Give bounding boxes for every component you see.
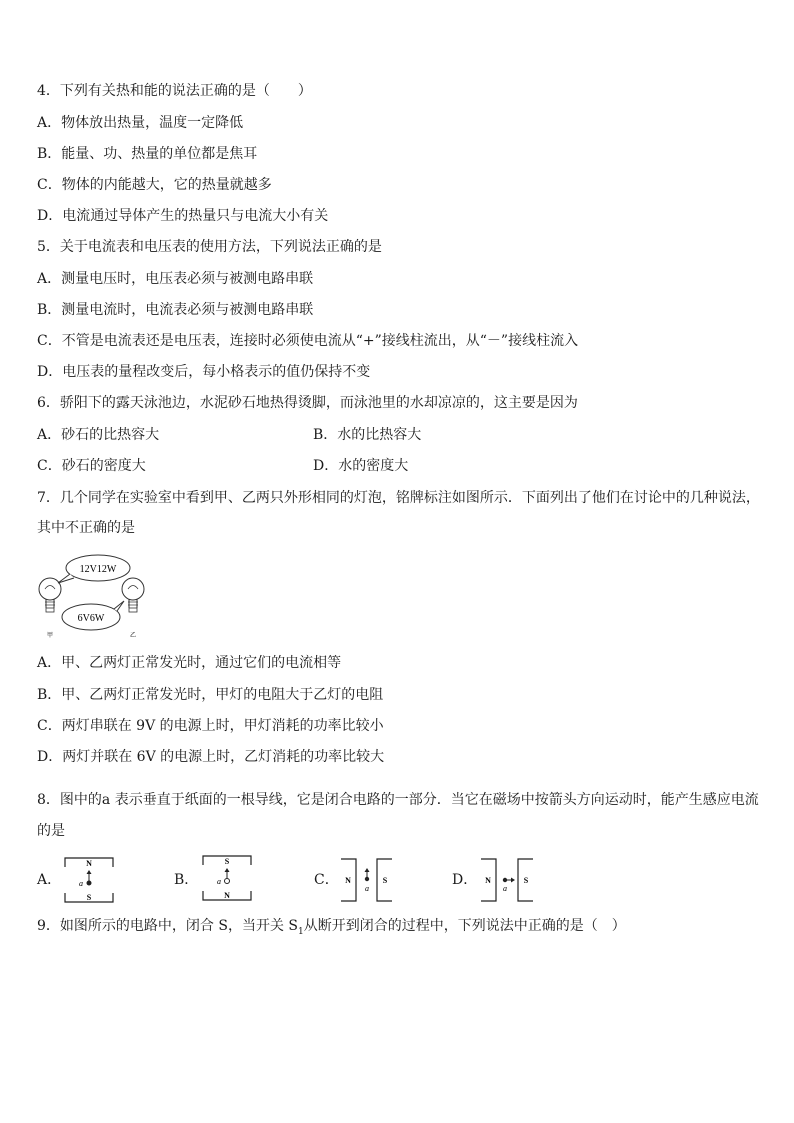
arrow-right-icon — [511, 878, 515, 883]
bulb-jia-label: 甲 — [46, 633, 54, 639]
question-6-option-d: D．水的密度大 — [313, 458, 409, 474]
question-9-stem: 9．如图所示的电路中，闭合 S，当开关 $S_1$从断开到闭合的过程中，下列说法中正确的是（ ） — [37, 918, 626, 937]
question-5-option-c: C．不管是电流表还是电压表，连接时必须使电流从“+”接线柱流出，从“－”接线柱流入 — [37, 333, 579, 349]
question-7-option-d: D．两灯并联在 6V 的电源上时，乙灯消耗的功率比较大 — [37, 749, 385, 765]
conductor-b-icon — [225, 879, 230, 884]
question-8-stem-line2: 的是 — [37, 823, 65, 839]
bulb-yi — [122, 578, 144, 612]
question-7-stem-line1: 7．几个同学在实验室中看到甲、乙两只外形相同的灯泡，铭牌标注如图所示．下面列出了他们在讨论中的几种说法， — [37, 490, 760, 506]
question-7-option-a: A．甲、乙两灯正常发光时，通过它们的电流相等 — [37, 655, 342, 671]
question-8-option-b-letter: B． — [174, 872, 199, 888]
question-7-option-c: C．两灯串联在 9V 的电源上时，甲灯消耗的功率比较小 — [37, 718, 384, 734]
conductor-a-icon — [87, 881, 92, 886]
svg-text:N: N — [345, 876, 351, 885]
arrow-up-icon — [87, 870, 92, 874]
arrow-up-icon — [225, 868, 230, 872]
svg-text:a: a — [365, 884, 369, 893]
svg-text:S: S — [224, 857, 230, 866]
magnet-figure-c — [336, 856, 396, 904]
question-8-option-a-letter: A． — [37, 872, 62, 888]
question-5-option-a: A．测量电压时，电压表必须与被测电路串联 — [37, 271, 314, 287]
question-6-stem: 6．骄阳下的露天泳池边，水泥砂石地热得烫脚，而泳池里的水却凉凉的，这主要是因为 — [37, 395, 578, 411]
svg-text:N: N — [485, 876, 491, 885]
question-5-option-d: D．电压表的量程改变后，每小格表示的值仍保持不变 — [37, 364, 371, 380]
svg-text:a: a — [79, 879, 83, 888]
svg-text:a: a — [503, 884, 507, 893]
magnet-figure-b — [198, 853, 258, 903]
label-jia: 12V12W — [79, 564, 117, 575]
svg-text:N: N — [224, 891, 230, 900]
question-4-option-d: D．电流通过导体产生的热量只与电流大小有关 — [37, 208, 329, 224]
svg-text:S: S — [523, 876, 529, 885]
question-6-option-b: B．水的比热容大 — [313, 427, 422, 443]
question-7-option-b: B．甲、乙两灯正常发光时，甲灯的电阻大于乙灯的电阻 — [37, 687, 384, 703]
svg-text:a: a — [217, 877, 221, 886]
question-8-option-c-letter: C． — [314, 872, 339, 888]
svg-text:S: S — [86, 893, 92, 902]
label-yi: 6V6W — [77, 613, 105, 624]
svg-text:N: N — [86, 859, 92, 868]
question-5-stem: 5．关于电流表和电压表的使用方法，下列说法正确的是 — [37, 239, 382, 255]
magnet-figure-d — [476, 856, 538, 904]
question-8-option-d-letter: D． — [452, 872, 478, 888]
question-4-option-a: A．物体放出热量，温度一定降低 — [37, 115, 244, 131]
question-6-option-a: A．砂石的比热容大 — [37, 427, 160, 443]
question-4-stem: 4．下列有关热和能的说法正确的是（ ） — [37, 83, 312, 99]
question-4-option-b: B．能量、功、热量的单位都是焦耳 — [37, 146, 258, 162]
conductor-d-icon — [503, 878, 507, 882]
question-8-stem-line1: 8．图中的a 表示垂直于纸面的一根导线，它是闭合电路的一部分．当它在磁场中按箭头方向运动时，能产生感应电流 — [37, 792, 759, 808]
conductor-c-icon — [365, 877, 369, 881]
bulbs-figure — [34, 553, 156, 643]
question-5-option-b: B．测量电流时，电流表必须与被测电路串联 — [37, 302, 314, 318]
svg-text:S: S — [382, 876, 388, 885]
question-7-stem-line2: 其中不正确的是 — [37, 520, 135, 536]
question-4-option-c: C．物体的内能越大，它的热量就越多 — [37, 177, 272, 193]
magnet-figure-a — [60, 855, 120, 905]
bulb-jia — [39, 578, 61, 612]
arrow-up-icon — [365, 868, 370, 872]
bulb-yi-label: 乙 — [129, 633, 137, 639]
question-6-option-c: C．砂石的密度大 — [37, 458, 146, 474]
